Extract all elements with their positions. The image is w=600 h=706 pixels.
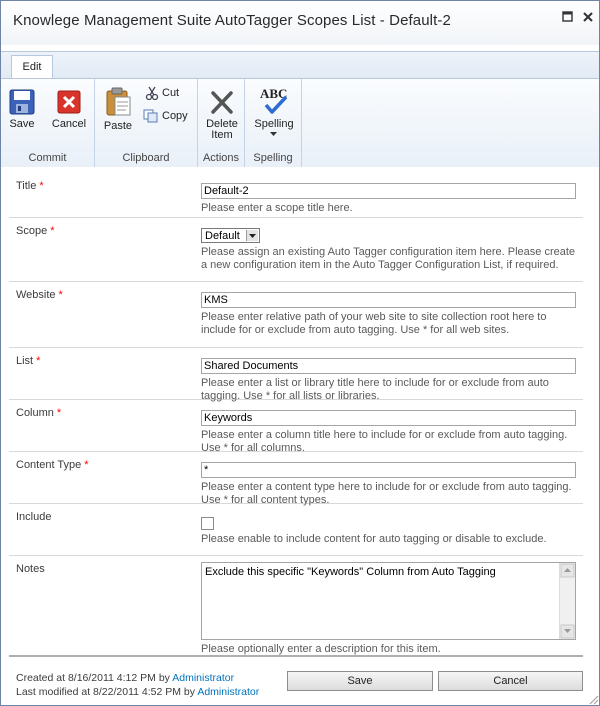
chevron-down-icon: [270, 132, 278, 137]
scope-description: Please assign an existing Auto Tagger configuration item here. Please create a new configuration item in the Auto Tagger Configuration List, if required.: [201, 246, 576, 271]
form-row-title: [9, 173, 583, 218]
required-mark: *: [36, 355, 41, 367]
cut-button-label: Cut: [162, 86, 180, 99]
group-commit: [1, 79, 95, 167]
notes-text: Exclude this specific "Keywords" Column from Auto Tagging: [205, 566, 496, 578]
column-label: [16, 407, 61, 419]
form-row-include: [9, 504, 583, 556]
website-label-text: Website: [16, 289, 56, 301]
scope-label-text: Scope: [16, 225, 48, 237]
modified-text: Last modified at 8/22/2011 4:52 PM by: [16, 686, 198, 698]
tab-edit[interactable]: Edit: [11, 55, 53, 80]
content-type-label-text: Content Type: [16, 459, 82, 471]
footer-save-button[interactable]: Save: [287, 671, 433, 691]
paste-button[interactable]: [101, 87, 135, 132]
svg-text:ABC: ABC: [260, 86, 288, 101]
group-actions: [198, 79, 245, 167]
title-description: Please enter a scope title here.: [201, 202, 353, 214]
copy-button-label: Copy: [162, 109, 188, 122]
include-label: [16, 511, 51, 523]
modified-by-link[interactable]: Administrator: [197, 686, 260, 698]
form-row-notes: [9, 556, 583, 660]
dropdown-arrow-icon[interactable]: [246, 230, 258, 241]
delete-item-button[interactable]: [202, 89, 242, 141]
footer-divider: [9, 655, 583, 657]
group-spelling-label: Spelling: [253, 152, 293, 164]
spelling-button-label: Spelling: [254, 118, 294, 130]
form-row-list: [9, 348, 583, 400]
created-info: [16, 672, 234, 684]
content-type-description: Please enter a content type here to include for or exclude from auto tagging. Use * for all content types.: [201, 481, 572, 506]
paste-button-label: Paste: [103, 120, 133, 132]
group-commit-label: Commit: [28, 152, 67, 164]
list-label: [16, 355, 40, 367]
cut-button[interactable]: [145, 86, 179, 100]
copy-button[interactable]: [143, 109, 188, 123]
save-button-label: Save: [9, 118, 35, 130]
notes-description: Please optionally enter a description for this item.: [201, 643, 441, 655]
window-title: Knowlege Management Suite AutoTagger Scopes List - Default-2: [13, 12, 451, 29]
cancel-button[interactable]: [51, 89, 87, 130]
notes-textarea[interactable]: [201, 562, 576, 640]
column-input[interactable]: [201, 410, 576, 426]
required-mark: *: [39, 180, 44, 192]
website-label: [16, 289, 63, 301]
close-icon[interactable]: [581, 10, 595, 24]
abc-check-icon: [258, 85, 290, 115]
modified-info: [16, 686, 259, 698]
ribbon-body: [1, 78, 599, 167]
required-mark: *: [58, 289, 63, 301]
delete-item-label-line1: Delete: [206, 118, 238, 130]
maximize-icon[interactable]: [561, 10, 575, 24]
include-checkbox[interactable]: [201, 517, 214, 530]
title-label-text: Title: [16, 180, 37, 192]
form-row-column: [9, 400, 583, 452]
required-mark: *: [84, 459, 89, 471]
list-description: Please enter a list or library title here to include for or exclude from auto tagging. Use * for all lists or libraries.: [201, 377, 549, 402]
clipboard-icon: [104, 87, 132, 117]
spelling-button[interactable]: [249, 85, 299, 141]
form-row-scope: [9, 218, 583, 282]
item-form: [9, 173, 583, 660]
ribbon-tab-bar: [1, 52, 599, 78]
form-row-content-type: [9, 452, 583, 504]
title-input[interactable]: [201, 183, 576, 199]
scope-selected-value: Default: [205, 230, 240, 242]
content-type-input[interactable]: [201, 462, 576, 478]
website-description: Please enter relative path of your web site to site collection root here to include for or exclude from auto tagging. Use * for all web sites.: [201, 311, 547, 336]
created-text: Created at 8/16/2011 4:12 PM by: [16, 672, 173, 684]
column-label-text: Column: [16, 407, 54, 419]
delete-item-label-line2: Item: [211, 129, 233, 141]
group-clipboard: [95, 79, 198, 167]
include-description: Please enable to include content for auto tagging or disable to exclude.: [201, 533, 547, 545]
content-type-label: [16, 459, 89, 471]
notes-scrollbar[interactable]: [559, 563, 575, 639]
scope-label: [16, 225, 54, 237]
scope-select[interactable]: [201, 228, 260, 243]
required-mark: *: [56, 407, 62, 419]
created-by-link[interactable]: Administrator: [172, 672, 235, 684]
notes-label: [16, 563, 45, 575]
notes-label-text: Notes: [16, 563, 45, 575]
footer-cancel-button[interactable]: Cancel: [438, 671, 583, 691]
list-label-text: List: [16, 355, 34, 367]
group-clipboard-label: Clipboard: [122, 152, 170, 164]
include-label-text: Include: [16, 511, 52, 523]
delete-x-icon: [208, 89, 236, 115]
column-description: Please enter a column title here to include for or exclude from auto tagging. Use * for all columns.: [201, 429, 568, 454]
website-input[interactable]: [201, 292, 576, 308]
red-x-icon: [56, 89, 82, 115]
group-spelling: [245, 79, 302, 167]
copy-icon: [143, 109, 159, 123]
save-button[interactable]: [7, 89, 37, 130]
title-label: [16, 180, 44, 192]
title-bar: [1, 1, 599, 45]
cancel-button-label: Cancel: [51, 118, 87, 130]
list-input[interactable]: [201, 358, 576, 374]
floppy-disk-icon: [9, 89, 35, 115]
form-row-website: [9, 282, 583, 348]
resize-grip-icon[interactable]: [587, 693, 599, 705]
scissors-icon: [145, 86, 159, 100]
required-mark: *: [50, 225, 55, 237]
ribbon: [1, 51, 599, 166]
form-footer: [1, 655, 599, 705]
group-actions-label: Actions: [202, 152, 240, 164]
